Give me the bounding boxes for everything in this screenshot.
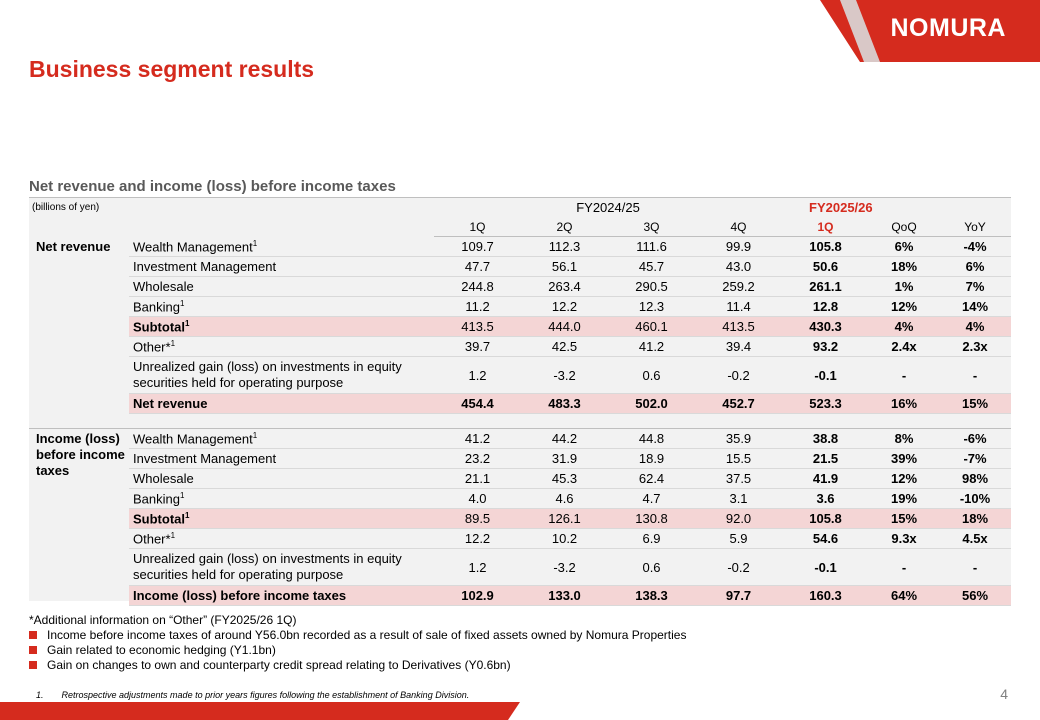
table-row xyxy=(29,489,1011,509)
table-cell: 44.8 xyxy=(608,429,695,449)
table-row xyxy=(29,449,1011,469)
table-cell: 50.6 xyxy=(782,257,869,277)
row-label-text: Other* xyxy=(133,339,171,355)
row-label-text: Investment Management xyxy=(133,451,277,466)
table-cell: 15% xyxy=(869,509,939,529)
table-cell: 244.8 xyxy=(434,277,521,297)
table-cell: 4.6 xyxy=(521,489,608,509)
table-cell: 9.3x xyxy=(869,529,939,549)
results-table-wrap xyxy=(29,197,1011,601)
row-label xyxy=(129,317,434,337)
note-bullet xyxy=(29,658,686,673)
table-cell: - xyxy=(869,549,939,586)
table-cell: 2.4x xyxy=(869,337,939,357)
table-row xyxy=(29,357,1011,394)
table-cell: -0.1 xyxy=(782,357,869,394)
table-row xyxy=(29,529,1011,549)
table-cell: 12.2 xyxy=(434,529,521,549)
page-title: Business segment results xyxy=(29,56,315,82)
table-cell: 2.3x xyxy=(939,337,1011,357)
table-cell: 39.4 xyxy=(695,337,782,357)
page-number: 4 xyxy=(1000,686,1008,702)
table-cell: 452.7 xyxy=(695,394,782,414)
table-cell: 261.1 xyxy=(782,277,869,297)
bottom-bar xyxy=(0,702,520,720)
header-row-fy xyxy=(29,198,1011,217)
table-cell: 14% xyxy=(939,297,1011,317)
table-cell: 102.9 xyxy=(434,586,521,606)
table-cell: 56.1 xyxy=(521,257,608,277)
table-cell: 3.1 xyxy=(695,489,782,509)
note-text: Income before income taxes of around Y56.0bn recorded as a result of sale of fixed assets owned by Nomura Properties xyxy=(47,628,687,642)
table-cell: 138.3 xyxy=(608,586,695,606)
table-cell: 93.2 xyxy=(782,337,869,357)
table-cell: 4% xyxy=(939,317,1011,337)
table-cell: 97.7 xyxy=(695,586,782,606)
table-cell: 45.7 xyxy=(608,257,695,277)
table-cell: 10.2 xyxy=(521,529,608,549)
nomura-logo: NOMURA xyxy=(890,14,1006,42)
table-cell: - xyxy=(869,357,939,394)
table-cell: 454.4 xyxy=(434,394,521,414)
row-label xyxy=(129,237,434,257)
footnote-marker: 1 xyxy=(170,530,176,540)
table-cell: 263.4 xyxy=(521,277,608,297)
row-label xyxy=(129,586,434,606)
footnote-marker: 1 xyxy=(179,490,185,500)
table-cell: -4% xyxy=(939,237,1011,257)
row-label xyxy=(129,357,434,394)
table-cell: 35.9 xyxy=(695,429,782,449)
note-text: Gain on changes to own and counterparty credit spread relating to Derivatives (Y0.6bn) xyxy=(47,658,511,672)
table-cell: 47.7 xyxy=(434,257,521,277)
table-cell: 18% xyxy=(939,509,1011,529)
table-cell: -0.2 xyxy=(695,357,782,394)
table-cell: 1% xyxy=(869,277,939,297)
table-cell: - xyxy=(939,357,1011,394)
table-cell: 444.0 xyxy=(521,317,608,337)
row-label-text: Investment Management xyxy=(133,259,277,274)
table-row xyxy=(29,509,1011,529)
col-header: YoY xyxy=(939,217,1011,237)
table-cell: 105.8 xyxy=(782,509,869,529)
table-cell: 6.9 xyxy=(608,529,695,549)
row-label xyxy=(129,549,434,586)
table-cell: 12% xyxy=(869,297,939,317)
net-revenue-section xyxy=(29,237,1011,414)
row-label xyxy=(129,297,434,317)
table-cell: 6% xyxy=(869,237,939,257)
row-label xyxy=(129,337,434,357)
col-header: 3Q xyxy=(608,217,695,237)
table-cell: 523.3 xyxy=(782,394,869,414)
table-cell: 56% xyxy=(939,586,1011,606)
table-row xyxy=(29,257,1011,277)
col-header: 1Q xyxy=(782,217,869,237)
col-header: QoQ xyxy=(869,217,939,237)
bullet-square-icon xyxy=(29,661,37,669)
table-cell: 430.3 xyxy=(782,317,869,337)
table-cell: 7% xyxy=(939,277,1011,297)
table-cell: 18% xyxy=(869,257,939,277)
table-cell: 413.5 xyxy=(695,317,782,337)
table-cell: 3.6 xyxy=(782,489,869,509)
table-cell: 4.7 xyxy=(608,489,695,509)
table-cell: 12.3 xyxy=(608,297,695,317)
table-cell: 4.5x xyxy=(939,529,1011,549)
table-row xyxy=(29,277,1011,297)
footnote-marker: 1 xyxy=(252,238,258,248)
table-cell: 45.3 xyxy=(521,469,608,489)
table-cell: 483.3 xyxy=(521,394,608,414)
table-cell: 413.5 xyxy=(434,317,521,337)
section-title: Net revenue and income (loss) before income taxes xyxy=(29,178,396,195)
header-row-quarters xyxy=(29,217,1011,237)
row-label xyxy=(129,429,434,449)
table-cell: 4% xyxy=(869,317,939,337)
table-cell: 126.1 xyxy=(521,509,608,529)
table-cell: 41.2 xyxy=(434,429,521,449)
table-cell: 23.2 xyxy=(434,449,521,469)
row-label-text: Net revenue xyxy=(133,396,208,411)
table-cell: 1.2 xyxy=(434,357,521,394)
bullet-square-icon xyxy=(29,646,37,654)
row-label xyxy=(129,509,434,529)
table-cell: -3.2 xyxy=(521,357,608,394)
table-cell: 39.7 xyxy=(434,337,521,357)
row-label-text: Wholesale xyxy=(133,279,194,294)
table-cell: 98% xyxy=(939,469,1011,489)
table-cell: - xyxy=(939,549,1011,586)
table-cell: 290.5 xyxy=(608,277,695,297)
table-cell: 54.6 xyxy=(782,529,869,549)
table-cell: 4.0 xyxy=(434,489,521,509)
table-cell: 15.5 xyxy=(695,449,782,469)
row-label-text: Other* xyxy=(133,531,171,547)
col-header: 1Q xyxy=(434,217,521,237)
table-cell: 6% xyxy=(939,257,1011,277)
row-label-text: Subtotal xyxy=(133,319,185,335)
row-label xyxy=(129,277,434,297)
col-header: 4Q xyxy=(695,217,782,237)
table-row xyxy=(29,337,1011,357)
row-label-text: Unrealized gain (loss) on investments in equity securities held for operating purpose xyxy=(133,551,402,582)
table-row xyxy=(29,297,1011,317)
row-label-text: Unrealized gain (loss) on investments in equity securities held for operating purpose xyxy=(133,359,402,390)
table-cell: 39% xyxy=(869,449,939,469)
row-label xyxy=(129,469,434,489)
table-row xyxy=(29,469,1011,489)
table-cell: -3.2 xyxy=(521,549,608,586)
table-cell: 38.8 xyxy=(782,429,869,449)
segment-label: Net revenue xyxy=(36,238,111,254)
table-cell: 12.2 xyxy=(521,297,608,317)
row-label xyxy=(129,449,434,469)
table-row xyxy=(29,237,1011,257)
row-label-text: Wholesale xyxy=(133,471,194,486)
unit-label: (billions of yen) xyxy=(32,202,100,213)
note-bullet xyxy=(29,628,686,643)
table-cell: 44.2 xyxy=(521,429,608,449)
footnote-marker: 1 xyxy=(252,430,258,440)
table-row xyxy=(29,317,1011,337)
table-cell: 92.0 xyxy=(695,509,782,529)
table-cell: 259.2 xyxy=(695,277,782,297)
note-bullet xyxy=(29,643,686,658)
results-table xyxy=(29,198,1011,606)
table-cell: 62.4 xyxy=(608,469,695,489)
row-label-text: Income (loss) before income taxes xyxy=(133,588,347,603)
fy-curr-header: FY2025/26 xyxy=(809,200,873,215)
row-label-text: Wealth Management xyxy=(133,238,253,254)
table-cell: 15% xyxy=(939,394,1011,414)
table-cell: -6% xyxy=(939,429,1011,449)
table-cell: 21.1 xyxy=(434,469,521,489)
table-cell: 0.6 xyxy=(608,357,695,394)
table-cell: 41.9 xyxy=(782,469,869,489)
row-label-text: Banking xyxy=(133,491,180,507)
row-label-text: Wealth Management xyxy=(133,431,253,447)
table-cell: 460.1 xyxy=(608,317,695,337)
segment-label: Income (loss) before income taxes xyxy=(36,431,125,478)
table-row xyxy=(29,586,1011,606)
table-cell: 19% xyxy=(869,489,939,509)
table-cell: 42.5 xyxy=(521,337,608,357)
table-cell: 11.2 xyxy=(434,297,521,317)
table-cell: 21.5 xyxy=(782,449,869,469)
table-cell: 31.9 xyxy=(521,449,608,469)
notes xyxy=(29,613,686,673)
footnote-marker: 1 xyxy=(185,510,190,520)
table-cell: -0.1 xyxy=(782,549,869,586)
table-cell: -7% xyxy=(939,449,1011,469)
col-header: 2Q xyxy=(521,217,608,237)
footnote-marker: 1 xyxy=(179,298,185,308)
table-cell: 109.7 xyxy=(434,237,521,257)
row-label xyxy=(129,529,434,549)
table-row xyxy=(29,549,1011,586)
fy-prev-header: FY2024/25 xyxy=(576,200,640,215)
table-cell: 0.6 xyxy=(608,549,695,586)
table-cell: 5.9 xyxy=(695,529,782,549)
table-cell: 12.8 xyxy=(782,297,869,317)
section-spacer xyxy=(29,414,1011,429)
table-cell: -0.2 xyxy=(695,549,782,586)
table-row xyxy=(29,429,1011,449)
footnote-marker: 1 xyxy=(185,318,190,328)
table-cell: 105.8 xyxy=(782,237,869,257)
bullet-square-icon xyxy=(29,631,37,639)
table-cell: 12% xyxy=(869,469,939,489)
row-label xyxy=(129,489,434,509)
table-cell: 1.2 xyxy=(434,549,521,586)
table-cell: 160.3 xyxy=(782,586,869,606)
table-cell: 89.5 xyxy=(434,509,521,529)
table-cell: 11.4 xyxy=(695,297,782,317)
table-cell: 112.3 xyxy=(521,237,608,257)
table-cell: 130.8 xyxy=(608,509,695,529)
table-cell: 41.2 xyxy=(608,337,695,357)
table-cell: -10% xyxy=(939,489,1011,509)
table-cell: 43.0 xyxy=(695,257,782,277)
row-label-text: Subtotal xyxy=(133,511,185,527)
table-row xyxy=(29,394,1011,414)
table-cell: 502.0 xyxy=(608,394,695,414)
table-cell: 16% xyxy=(869,394,939,414)
table-cell: 99.9 xyxy=(695,237,782,257)
table-cell: 8% xyxy=(869,429,939,449)
footnote: 1. Retrospective adjustments made to prior years figures following the establishment of Banking Division. xyxy=(36,690,470,700)
table-cell: 111.6 xyxy=(608,237,695,257)
row-label xyxy=(129,394,434,414)
row-label xyxy=(129,257,434,277)
row-label-text: Banking xyxy=(133,299,180,315)
table-cell: 64% xyxy=(869,586,939,606)
notes-heading: *Additional information on “Other” (FY2025/26 1Q) xyxy=(29,613,297,627)
footnote-marker: 1 xyxy=(170,338,176,348)
table-cell: 18.9 xyxy=(608,449,695,469)
note-text: Gain related to economic hedging (Y1.1bn) xyxy=(47,643,276,657)
income-section xyxy=(29,429,1011,606)
table-cell: 37.5 xyxy=(695,469,782,489)
table-cell: 133.0 xyxy=(521,586,608,606)
